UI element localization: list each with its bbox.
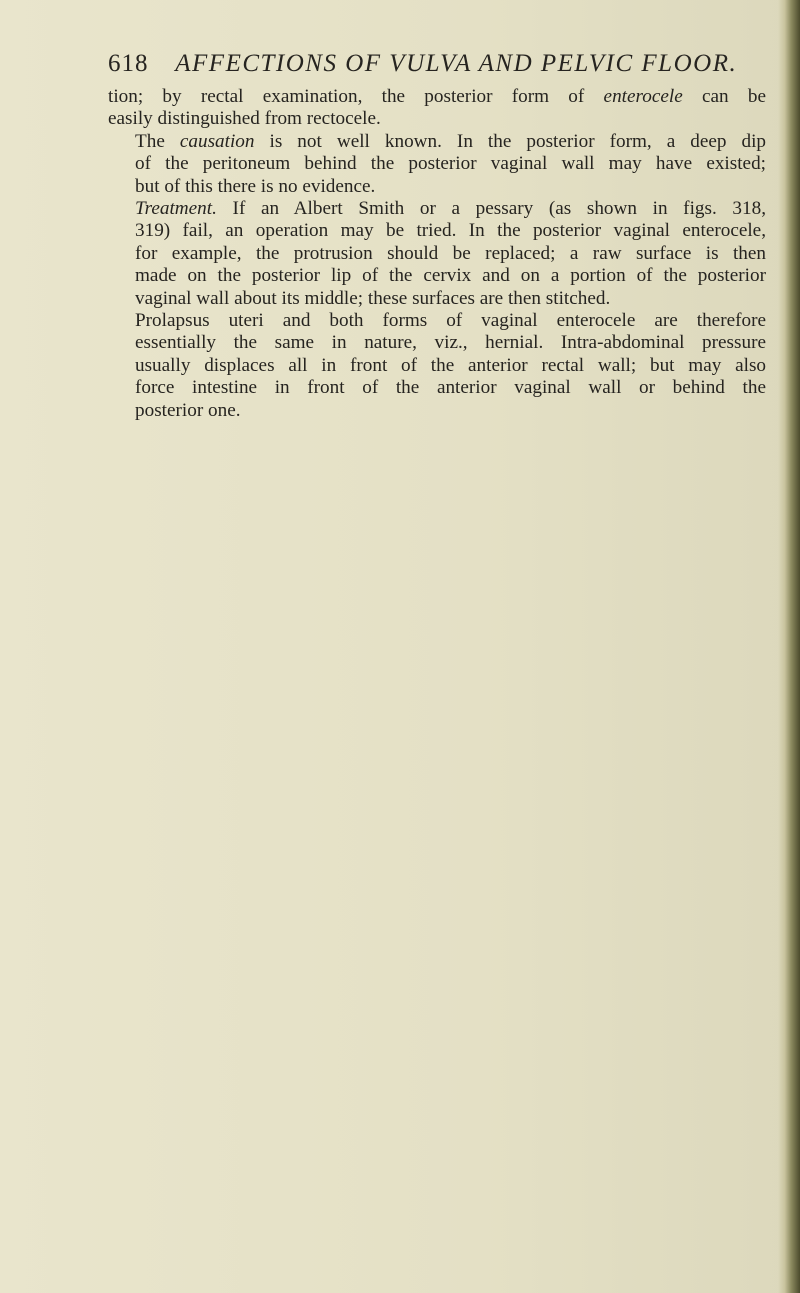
page-header (108, 44, 768, 84)
text-line: force intestine in front of the anterior vaginal wall or behind the (135, 377, 766, 399)
text-line: but of this there is no evidence. (135, 175, 376, 197)
paragraph-prolapsus (108, 310, 766, 422)
page-edge-shadow (778, 0, 800, 1293)
page-number: 6⁠18 (108, 50, 149, 77)
text-line: of the peritoneum behind the posterior vaginal wall may have existed; (135, 153, 766, 175)
paragraph-enterocele-distinction (108, 86, 766, 131)
text-line: 319) fail, an operation may be tried. In the posterior vaginal enterocele, (135, 220, 766, 242)
paragraph-treatment (108, 198, 766, 310)
text-line: easily distinguished from rectocele. (108, 108, 381, 130)
italic-term: enterocele (603, 86, 683, 107)
text-line: usually displaces all in front of the anterior rectal wall; but may also (135, 354, 766, 376)
italic-heading: Treatment. (135, 198, 217, 220)
running-title: AFFECTIONS OF VULVA AND PELVIC FLOOR. (175, 50, 738, 77)
text-line: for example, the protrusion should be replaced; a raw surface is then (135, 242, 766, 264)
text-line: Prolapsus uteri and both forms of vaginal enterocele are therefore (135, 310, 766, 332)
text-line: vaginal wall about its middle; these surfaces are then stitched. (135, 287, 611, 309)
text-line: posterior one. (135, 399, 241, 421)
text-line: essentially the same in nature, viz., hernial. Intra-abdominal pressure (135, 332, 766, 354)
text-line: tion; by rectal examination, the posterior form of enterocele can be (108, 86, 766, 107)
body-text (108, 86, 766, 422)
text-line: Treatment. If an Albert Smith or a pessary (as shown in figs. 318, (135, 198, 766, 220)
text-line: The causation is not well known. In the posterior form, a deep dip (135, 130, 767, 152)
text-line: made on the posterior lip of the cervix and on a portion of the posterior (135, 265, 766, 287)
paragraph-causation (108, 131, 766, 198)
italic-term: causation (179, 130, 255, 152)
